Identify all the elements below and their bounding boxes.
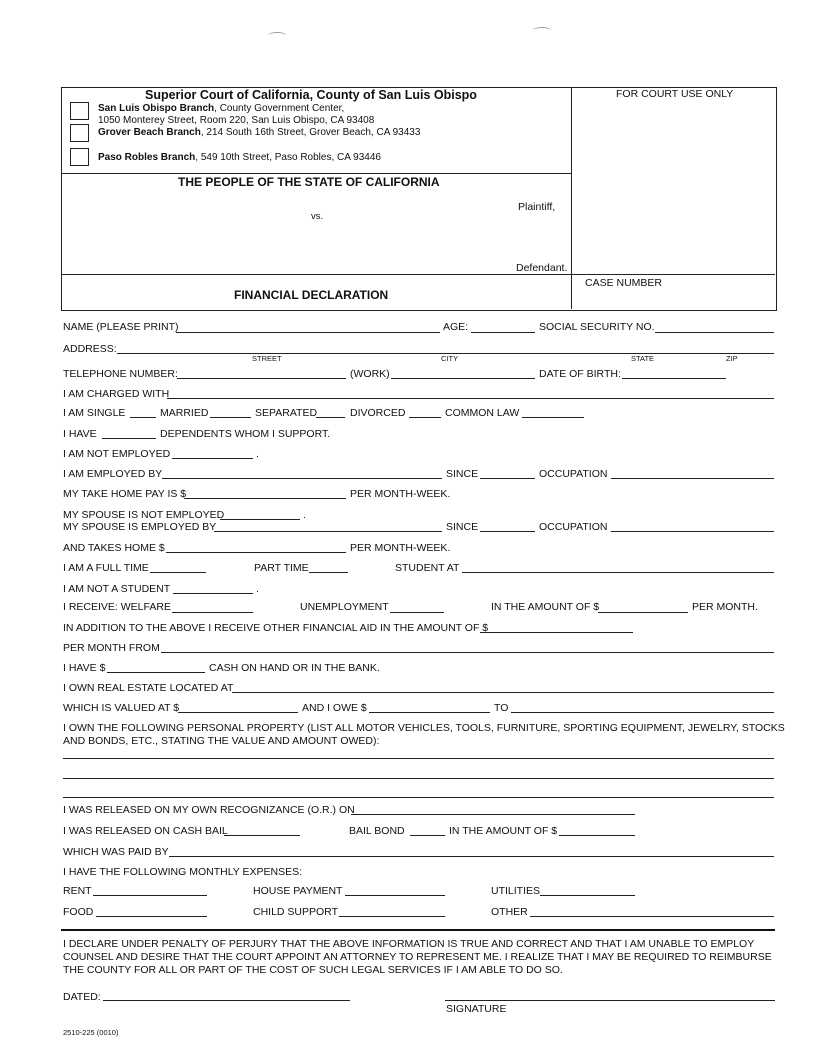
header-divider (571, 87, 572, 309)
city-sublabel: CITY (441, 354, 459, 363)
work-label: (WORK) (350, 368, 390, 380)
other-aid-label: IN ADDITION TO THE ABOVE I RECEIVE OTHER FINANCIAL AID IN THE AMOUNT OF $ (63, 622, 489, 634)
real-estate-field[interactable] (232, 692, 774, 693)
branch-paso: Paso Robles Branch, 549 10th Street, Paso Robles, CA 93446 (98, 152, 381, 163)
work-phone-field[interactable] (391, 378, 535, 379)
take-home-field[interactable] (184, 498, 346, 499)
scan-mark (533, 27, 551, 34)
valued-at-field[interactable] (178, 712, 298, 713)
other-aid-field[interactable] (480, 632, 633, 633)
scan-mark (268, 32, 286, 39)
single-label: I AM SINGLE (63, 407, 126, 419)
court-use-label: FOR COURT USE ONLY (616, 88, 734, 100)
paid-by-label: WHICH WAS PAID BY (63, 846, 169, 858)
vs-label: vs. (311, 211, 324, 222)
released-cash-label: I WAS RELEASED ON CASH BAIL (63, 825, 228, 837)
unemployment-field[interactable] (390, 612, 444, 613)
since-label: SINCE (446, 468, 479, 480)
branch-slo-address: 1050 Monterey Street, Room 220, San Luis Obispo, CA 93408 (98, 115, 375, 126)
charged-label: I AM CHARGED WITH (63, 388, 170, 400)
address-label: ADDRESS: (63, 343, 117, 355)
per-month-from-field[interactable] (161, 652, 774, 653)
dated-label: DATED: (63, 991, 101, 1003)
branch-checkbox-grover[interactable] (70, 124, 89, 142)
spouse-occupation-field[interactable] (611, 531, 774, 532)
branch-checkbox-slo[interactable] (70, 102, 89, 120)
and-takes-home-label: AND TAKES HOME $ (63, 542, 165, 554)
telephone-field[interactable] (177, 378, 346, 379)
bail-amount-field[interactable] (559, 835, 635, 836)
signature-field[interactable] (445, 1000, 775, 1001)
spouse-since-field[interactable] (480, 531, 535, 532)
food-field[interactable] (96, 916, 207, 917)
spouse-employer-field[interactable] (214, 531, 442, 532)
separated-field[interactable] (316, 417, 345, 418)
monthly-expenses-label: I HAVE THE FOLLOWING MONTHLY EXPENSES: (63, 866, 303, 878)
married-label: MARRIED (160, 407, 209, 419)
declaration-line-2: COUNSEL AND DESIRE THAT THE COURT APPOINT AN ATTORNEY TO REPRESENT ME. I REALIZE THAT I MAY BE REQUIRED TO REIMBURSE (63, 951, 772, 963)
welfare-amount-field[interactable] (598, 612, 688, 613)
single-field[interactable] (130, 417, 156, 418)
ssn-label: SOCIAL SECURITY NO. (539, 321, 655, 333)
other-label: OTHER (491, 906, 528, 918)
defendant-label: Defendant. (516, 262, 568, 274)
period: . (303, 509, 306, 521)
owe-to-field[interactable] (511, 712, 774, 713)
have-label: I HAVE (63, 428, 97, 440)
people-heading: THE PEOPLE OF THE STATE OF CALIFORNIA (178, 175, 440, 189)
form-title: FINANCIAL DECLARATION (234, 288, 389, 302)
personal-property-line[interactable] (63, 758, 774, 759)
food-label: FOOD (63, 906, 94, 918)
valued-at-label: WHICH IS VALUED AT $ (63, 702, 180, 714)
personal-property-line[interactable] (63, 778, 774, 779)
personal-property-label-1: I OWN THE FOLLOWING PERSONAL PROPERTY (LIST ALL MOTOR VEHICLES, TOOLS, FURNITURE, SPORTING EQUIPMENT, JEWELRY, STOCKS (63, 722, 785, 734)
employed-by-label: I AM EMPLOYED BY (63, 468, 163, 480)
employer-field[interactable] (162, 478, 442, 479)
not-student-label: I AM NOT A STUDENT (63, 583, 171, 595)
house-payment-label: HOUSE PAYMENT (253, 885, 343, 897)
unemployment-label: UNEMPLOYMENT (300, 601, 389, 613)
cash-bail-field[interactable] (224, 835, 300, 836)
case-number-label: CASE NUMBER (585, 277, 663, 289)
header-rule (61, 173, 571, 174)
declaration-line-1: I DECLARE UNDER PENALTY OF PERJURY THAT THE ABOVE INFORMATION IS TRUE AND CORRECT AND THAT I AM UNABLE TO EMPLOY (63, 938, 755, 950)
occupation-field[interactable] (611, 478, 774, 479)
part-time-label: PART TIME (254, 562, 309, 574)
child-support-field[interactable] (339, 916, 445, 917)
divorced-field[interactable] (409, 417, 441, 418)
zip-sublabel: ZIP (726, 354, 738, 363)
spouse-employed-by-label: MY SPOUSE IS EMPLOYED BY (63, 521, 217, 533)
owe-field[interactable] (369, 712, 490, 713)
occupation-label: OCCUPATION (539, 468, 608, 480)
since-field[interactable] (480, 478, 535, 479)
released-or-label: I WAS RELEASED ON MY OWN RECOGNIZANCE (O.R.) ON (63, 804, 355, 816)
utilities-label: UTILITIES (491, 885, 541, 897)
full-time-field[interactable] (150, 572, 206, 573)
charged-field[interactable] (167, 398, 774, 399)
married-field[interactable] (210, 417, 251, 418)
plaintiff-label: Plaintiff, (518, 201, 556, 213)
bail-bond-label: BAIL BOND (349, 825, 405, 837)
dob-label: DATE OF BIRTH: (539, 368, 621, 380)
separated-label: SEPARATED (255, 407, 318, 419)
welfare-field[interactable] (172, 612, 253, 613)
bail-bond-field[interactable] (410, 835, 445, 836)
spouse-not-employed-label: MY SPOUSE IS NOT EMPLOYED (63, 509, 225, 521)
divorced-label: DIVORCED (350, 407, 406, 419)
personal-property-label-2: AND BONDS, ETC., STATING THE VALUE AND AMOUNT OWED): (63, 735, 380, 747)
telephone-label: TELEPHONE NUMBER: (63, 368, 178, 380)
dated-field[interactable] (103, 1000, 350, 1001)
child-support-label: CHILD SUPPORT (253, 906, 338, 918)
not-student-field[interactable] (173, 593, 253, 594)
cash-on-hand-label: CASH ON HAND OR IN THE BANK. (209, 662, 380, 674)
welfare-label: I RECEIVE: WELFARE (63, 601, 171, 613)
cash-field[interactable] (107, 672, 205, 673)
court-title: Superior Court of California, County of San Luis Obispo (145, 88, 477, 102)
street-sublabel: STREET (252, 354, 282, 363)
ssn-field[interactable] (655, 332, 774, 333)
take-home-label: MY TAKE HOME PAY IS $ (63, 488, 187, 500)
per-month-label: PER MONTH. (692, 601, 758, 613)
in-amount-label: IN THE AMOUNT OF $ (491, 601, 600, 613)
spouse-occupation-label: OCCUPATION (539, 521, 608, 533)
not-employed-label: I AM NOT EMPLOYED (63, 448, 171, 460)
common-law-field[interactable] (522, 417, 584, 418)
not-employed-field[interactable] (172, 458, 253, 459)
house-payment-field[interactable] (345, 895, 445, 896)
dob-field[interactable] (622, 378, 726, 379)
branch-slo: San Luis Obispo Branch, County Government Center, (98, 103, 345, 114)
released-or-field[interactable] (351, 814, 635, 815)
rent-field[interactable] (93, 895, 207, 896)
utilities-field[interactable] (540, 895, 635, 896)
declaration-line-3: THE COUNTY FOR ALL OR PART OF THE COST OF SUCH LEGAL SERVICES IF I AM ABLE TO DO SO. (63, 964, 563, 976)
age-label: AGE: (443, 321, 469, 333)
personal-property-line[interactable] (63, 797, 774, 798)
other-expense-field[interactable] (530, 916, 774, 917)
state-sublabel: STATE (631, 354, 655, 363)
branch-checkbox-paso[interactable] (70, 148, 89, 166)
per-month-week-label: PER MONTH-WEEK. (350, 488, 451, 500)
dependents-label: DEPENDENTS WHOM I SUPPORT. (160, 428, 331, 440)
spouse-since-label: SINCE (446, 521, 479, 533)
name-field[interactable] (176, 332, 440, 333)
section-rule (61, 929, 775, 931)
real-estate-label: I OWN REAL ESTATE LOCATED AT (63, 682, 234, 694)
common-law-label: COMMON LAW (445, 407, 520, 419)
per-month-from-label: PER MONTH FROM (63, 642, 160, 654)
dependents-field[interactable] (102, 438, 156, 439)
spouse-not-employed-field[interactable] (220, 519, 300, 520)
part-time-field[interactable] (309, 572, 348, 573)
signature-label: SIGNATURE (446, 1003, 507, 1015)
form-number: 2510-225 (0010) (63, 1028, 119, 1037)
spouse-take-home-field[interactable] (166, 552, 346, 553)
have-cash-label: I HAVE $ (63, 662, 106, 674)
paid-by-field[interactable] (169, 856, 774, 857)
and-i-owe-label: AND I OWE $ (302, 702, 367, 714)
header-rule (61, 274, 775, 275)
rent-label: RENT (63, 885, 92, 897)
full-time-label: I AM A FULL TIME (63, 562, 149, 574)
to-label: TO (494, 702, 509, 714)
student-at-field[interactable] (462, 572, 774, 573)
bail-amount-label: IN THE AMOUNT OF $ (449, 825, 558, 837)
age-field[interactable] (471, 332, 535, 333)
period: . (256, 583, 259, 595)
student-at-label: STUDENT AT (395, 562, 460, 574)
period: . (256, 448, 259, 460)
branch-grover: Grover Beach Branch, 214 South 16th Street, Grover Beach, CA 93433 (98, 127, 421, 138)
name-label: NAME (PLEASE PRINT) (63, 321, 179, 333)
per-month-week-label-2: PER MONTH-WEEK. (350, 542, 451, 554)
